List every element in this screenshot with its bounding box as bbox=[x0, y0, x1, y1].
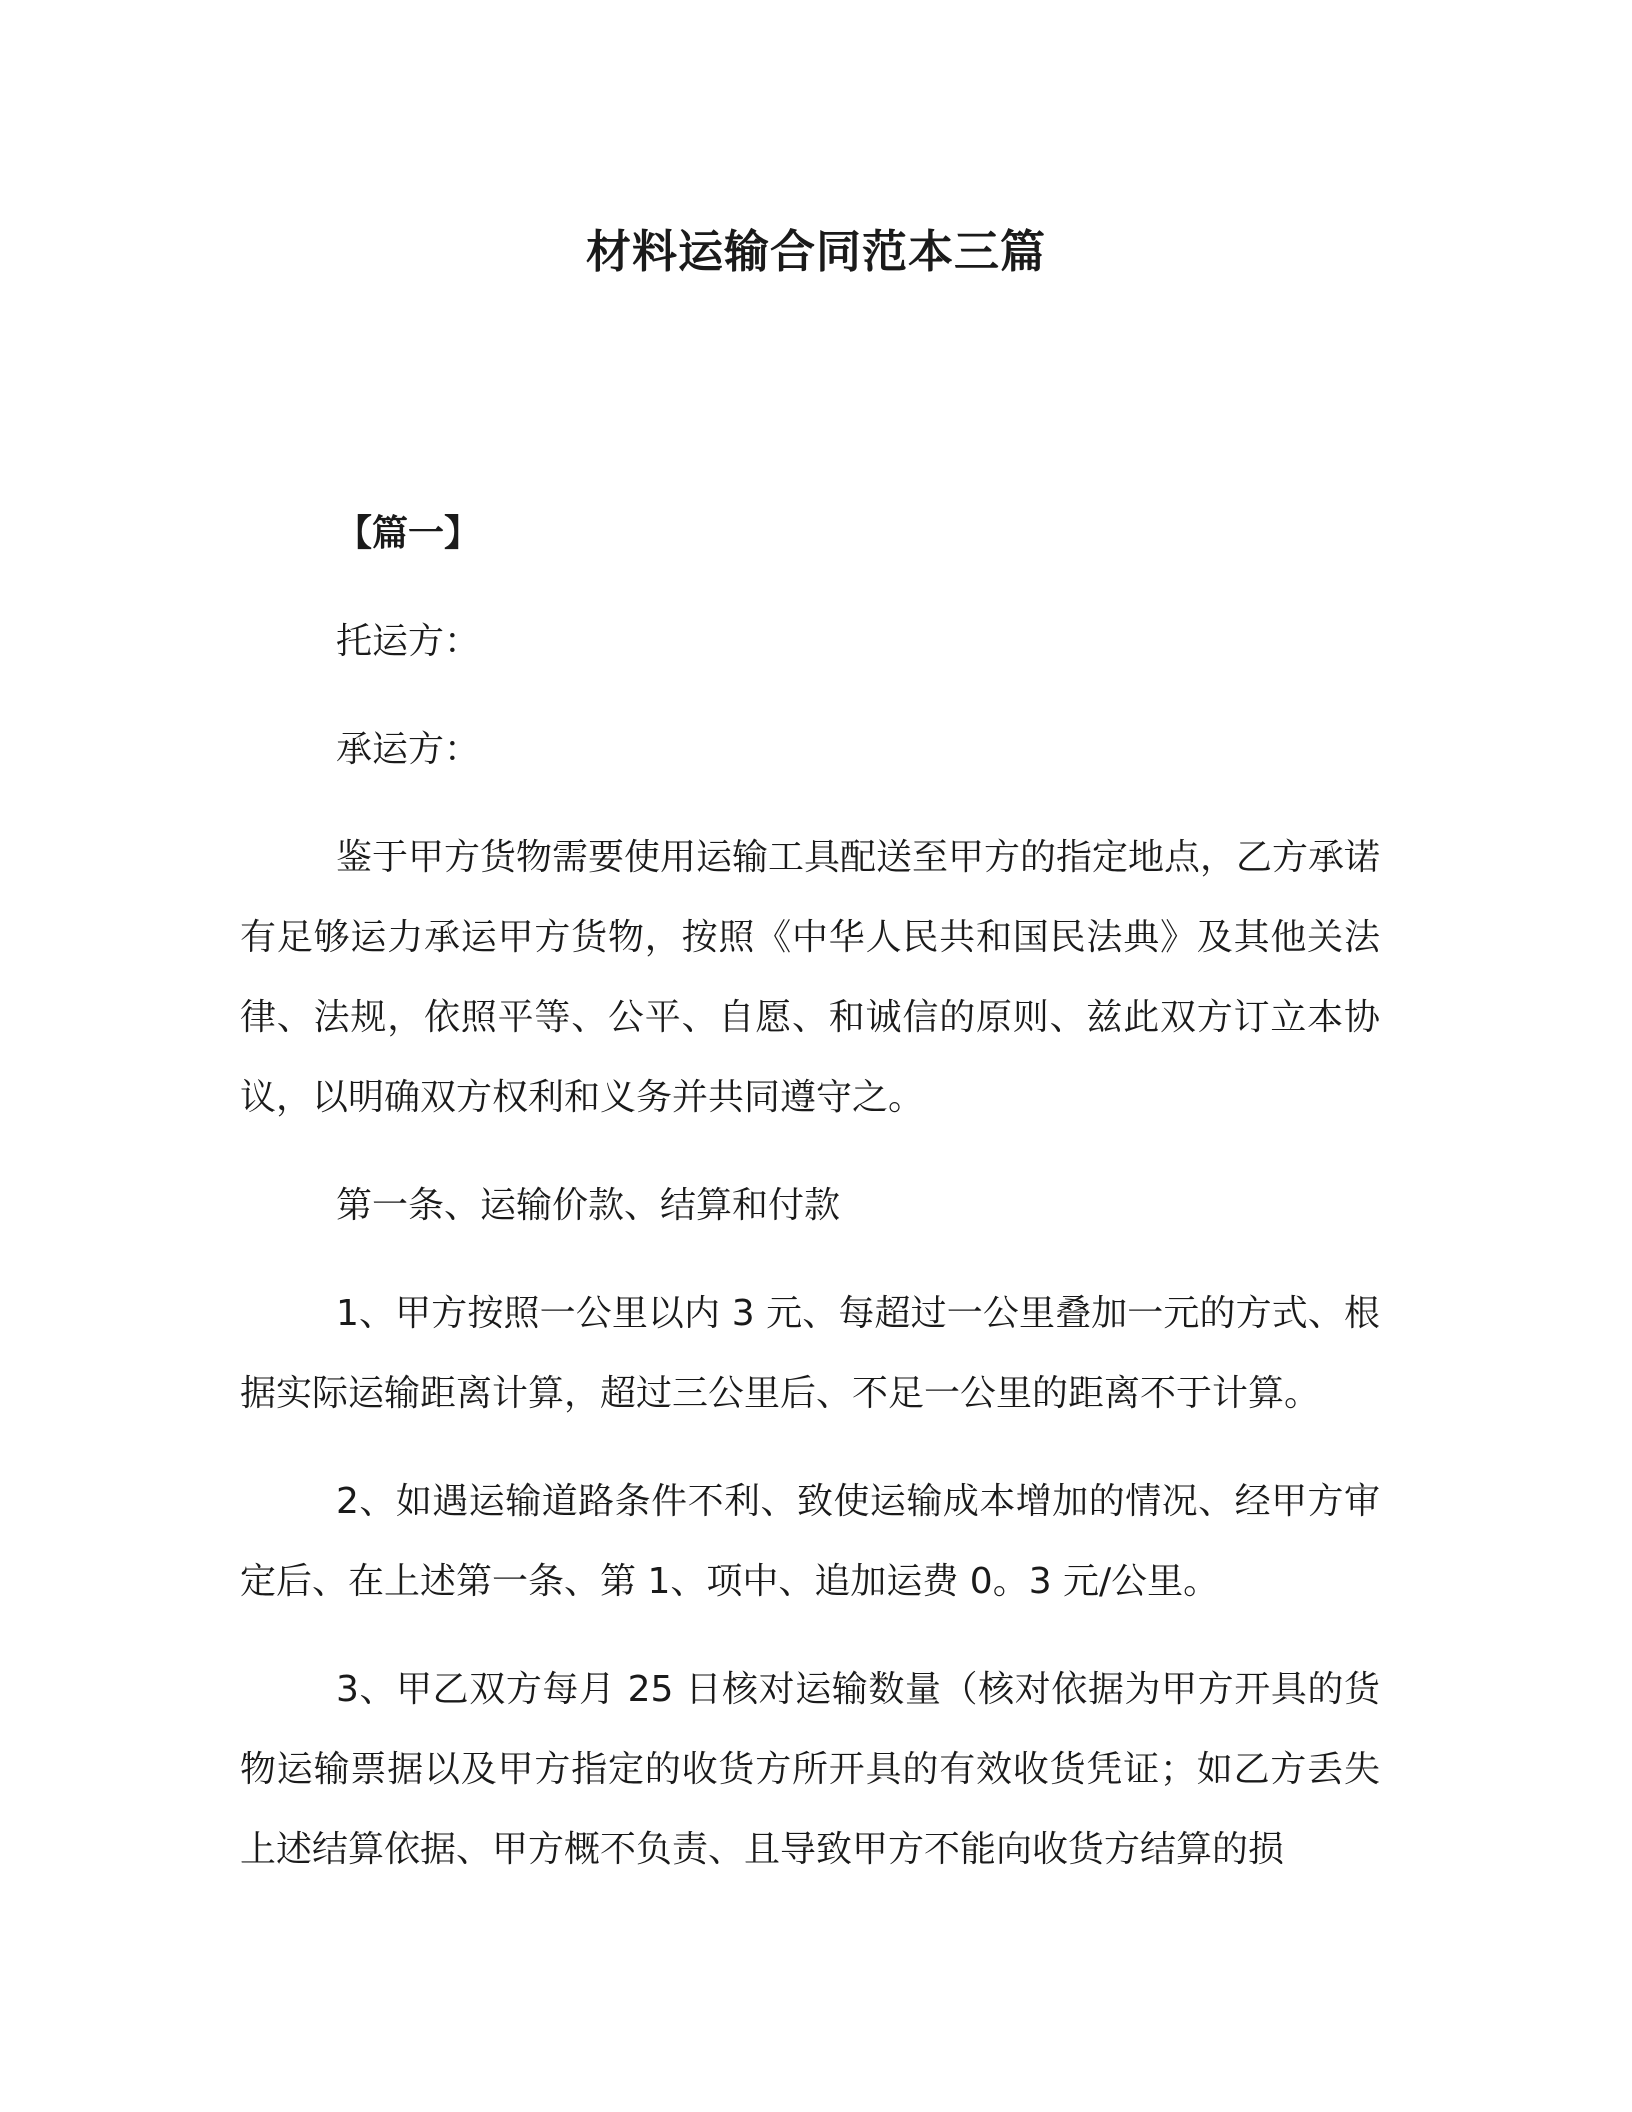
shipper-field-label: 托运方： bbox=[336, 621, 481, 662]
document-body bbox=[240, 494, 1380, 1890]
document-title: 材料运输合同范本三篇 bbox=[585, 225, 1046, 278]
article-1-heading: 第一条、运输价款、结算和付款 bbox=[336, 1185, 841, 1226]
clause-1-paragraph: 1、甲方按照一公里以内 3 元、每超过一公里叠加一元的方式、根据实际运输距离计算，超过三公里后、不足一公里的距离不于计算。 bbox=[240, 1293, 1380, 1414]
preamble-paragraph: 鉴于甲方货物需要使用运输工具配送至甲方的指定地点，乙方承诺有足够运力承运甲方货物，按照《中华人民共和国民法典》及其他关法律、法规，依照平等、公平、自愿、和诚信的原则、兹此双方订立本协议，以明确双方权利和义务并共同遵守之。 bbox=[240, 837, 1381, 1118]
clause-2-paragraph: 2、如遇运输道路条件不利、致使运输成本增加的情况、经甲方审定后、在上述第一条、第 1、项中、追加运费 0。3 元/公里。 bbox=[240, 1481, 1380, 1602]
carrier-field-label: 承运方： bbox=[336, 729, 481, 770]
section-heading: 【篇一】 bbox=[336, 513, 481, 554]
clause-3-paragraph: 3、甲乙双方每月 25 日核对运输数量（核对依据为甲方开具的货物运输票据以及甲方指定的收货方所开具的有效收货凭证；如乙方丢失上述结算依据、甲方概不负责、且导致甲方不能向收货方结算的损 bbox=[240, 1669, 1380, 1870]
